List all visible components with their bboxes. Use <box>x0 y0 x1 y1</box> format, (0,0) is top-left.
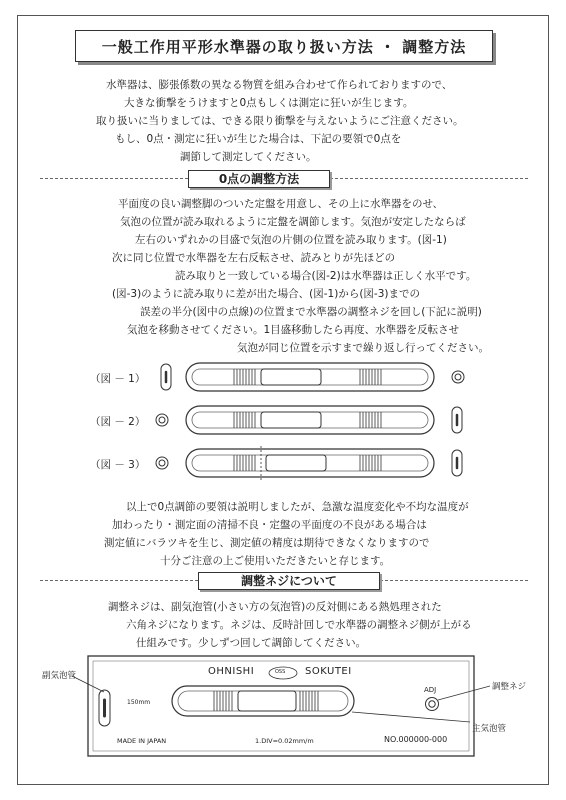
adjust-screw-icon <box>426 698 439 711</box>
intro-line: 大きな衝撃をうけますと0点もしくは測定に狂いが生じます。 <box>124 97 414 109</box>
after-line: 測定値にバラツキを生じ、測定値の精度は期待できなくなりますので <box>104 537 430 549</box>
intro-line: もし、0点・測定に狂いが生じた場合は、下記の要領で0点を <box>115 133 402 145</box>
figure-label: （図 － 2） <box>90 416 146 428</box>
plate-serial: NO.000000-000 <box>384 735 448 744</box>
figure-label: （図 － 3） <box>90 459 146 471</box>
plate-adj: ADJ <box>424 686 437 694</box>
section1-line: 気泡の位置が読み取れるように定盤を調節します。気泡が安定したならば <box>120 216 466 228</box>
section1-line: 読み取りと一致している場合(図-2)は水準器は正しく水平です。 <box>175 270 477 282</box>
plate-division: 1.DIV=0.02mm/m <box>255 737 314 745</box>
callout-sub-vial: 副気泡管 <box>42 671 77 681</box>
section2-line: 調整ネジは、副気泡管(小さい方の気泡管)の反対側にある熱処理された <box>108 601 442 613</box>
section-heading-zero-adjust: 0点の調整方法 <box>188 170 330 188</box>
section1-line: 誤差の半分(図中の点線)の位置まで水準器の調整ネジを回し(下記に説明) <box>140 306 482 318</box>
plate-size: 150mm <box>127 699 151 706</box>
section-heading-adjust-screw: 調整ネジについて <box>198 572 380 590</box>
section2-line: 六角ネジになります。ネジは、反時計回しで水準器の調整ネジ側が上がる <box>126 619 472 631</box>
brand-right: SOKUTEI <box>305 666 352 677</box>
section1-line: (図-3)のように読み取りに差が出た場合、(図-1)から(図-3)までの <box>112 288 420 300</box>
section1-line: 気泡が同じ位置を示すまで繰り返し行ってください。 <box>237 342 489 354</box>
section1-line: 平面度の良い調整脚のついた定盤を用意し、その上に水準器をのせ、 <box>118 198 444 210</box>
section1-line: 左右のいずれかの目盛で気泡の片側の位置を読み取ります。(図-1) <box>135 234 447 246</box>
brand-left: OHNISHI <box>208 666 255 677</box>
section2-line: 仕組みです。少しずつ回して調節してください。 <box>136 637 367 649</box>
page-title: 一般工作用平形水準器の取り扱い方法 ・ 調整方法 <box>75 30 493 62</box>
main-vial-icon <box>172 686 354 716</box>
section1-line: 気泡を移動させてください。1目盛移動したら再度、水準器を反転させ <box>127 324 460 336</box>
plate-origin: MADE IN JAPAN <box>117 737 167 745</box>
callout-main-vial: 主気泡管 <box>472 724 507 734</box>
intro-line: 水準器は、膨張係数の異なる物質を組み合わせて作られておりますので、 <box>106 79 453 91</box>
section1-line: 次に同じ位置で水準器を左右反転させ、読みとりが先ほどの <box>112 252 396 264</box>
intro-line: 調節して測定してください。 <box>180 151 317 163</box>
after-line: 加わったり・測定面の清掃不良・定盤の平面度の不良がある場合は <box>112 519 427 531</box>
sub-vial-icon <box>99 690 110 726</box>
after-line: 以上で0点調節の要領は説明しましたが、急激な温度変化や不均な温度が <box>126 501 469 513</box>
intro-line: 取り扱いに当りましては、できる限り衝撃を与えないようにご注意ください。 <box>96 115 464 127</box>
after-line: 十分ご注意の上ご使用いただきたいと存じます。 <box>160 555 391 567</box>
brand-logo-text: OSS <box>275 669 286 675</box>
callout-adjust-screw: 調整ネジ <box>492 682 527 692</box>
figure-label: （図 － 1） <box>90 373 146 385</box>
